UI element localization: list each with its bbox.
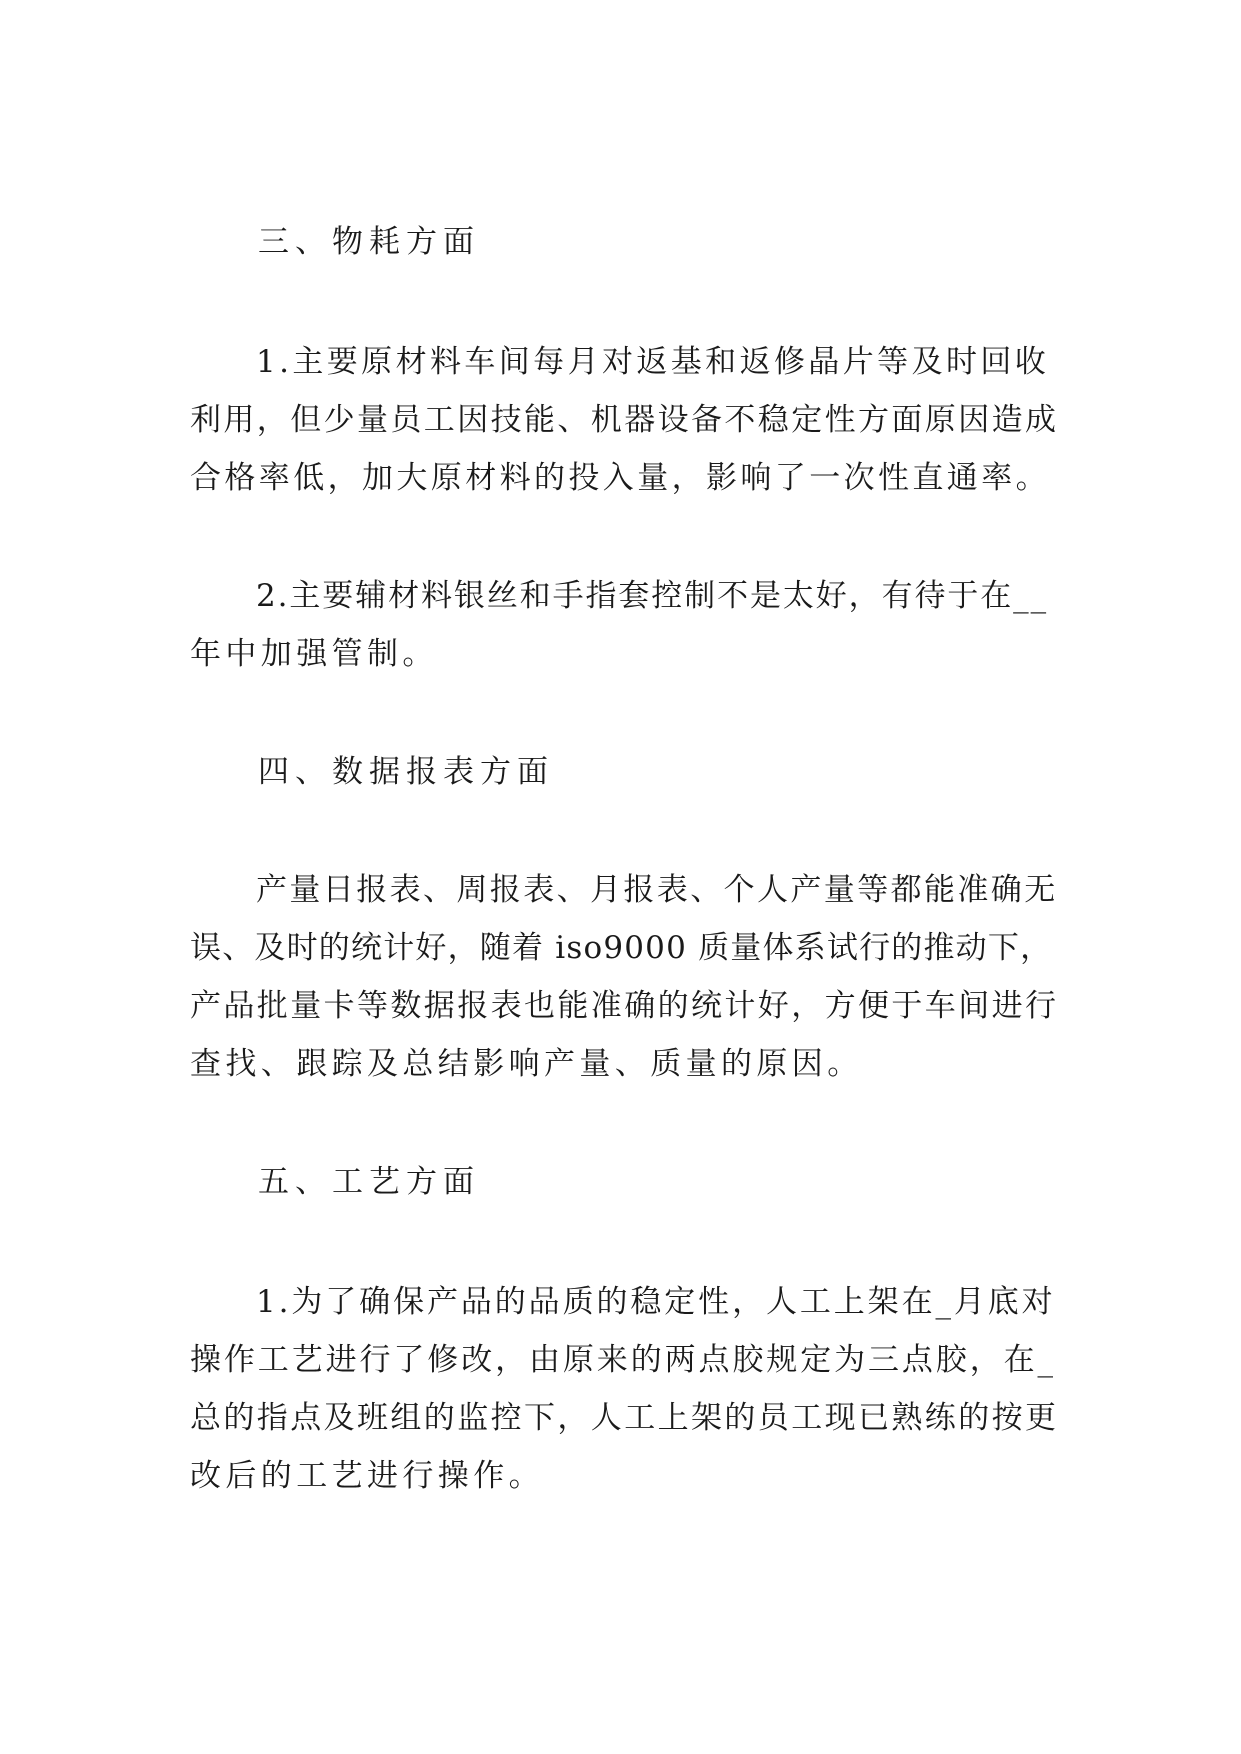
section-5-item-1-line-3: 总的指点及班组的监控下，人工上架的员工现已熟练的按更 <box>190 1400 1059 1436</box>
section-3-item-1-line-1: 1.主要原材料车间每月对返基和返修晶片等及时回收 <box>256 344 1050 380</box>
section-4-line-1: 产量日报表、周报表、月报表、个人产量等都能准确无 <box>256 872 1058 908</box>
section-3-item-2-line-2: 年中加强管制。 <box>190 636 438 672</box>
section-5-item-1-line-1: 1.为了确保产品的品质的稳定性，人工上架在_月底对 <box>256 1284 1056 1320</box>
section-5-heading: 五、工艺方面 <box>258 1164 480 1200</box>
section-4-heading: 四、数据报表方面 <box>258 754 554 790</box>
section-4-line-4: 查找、跟踪及总结影响产量、质量的原因。 <box>190 1046 863 1082</box>
section-4-line-2: 误、及时的统计好，随着 iso9000 质量体系试行的推动下， <box>190 930 1053 966</box>
section-5-item-1-line-4: 改后的工艺进行操作。 <box>190 1458 544 1494</box>
section-3-item-1-line-3: 合格率低，加大原材料的投入量，影响了一次性直通率。 <box>190 460 1050 496</box>
section-3-item-2-line-1: 2.主要辅材料银丝和手指套控制不是太好，有待于在__ <box>256 578 1048 614</box>
section-3-item-1-line-2: 利用，但少量员工因技能、机器设备不稳定性方面原因造成 <box>190 402 1059 438</box>
section-3-heading: 三、物耗方面 <box>258 224 480 260</box>
section-4-line-3: 产品批量卡等数据报表也能准确的统计好，方便于车间进行 <box>190 988 1059 1024</box>
section-5-item-1-line-2: 操作工艺进行了修改，由原来的两点胶规定为三点胶，在_ <box>190 1342 1056 1378</box>
